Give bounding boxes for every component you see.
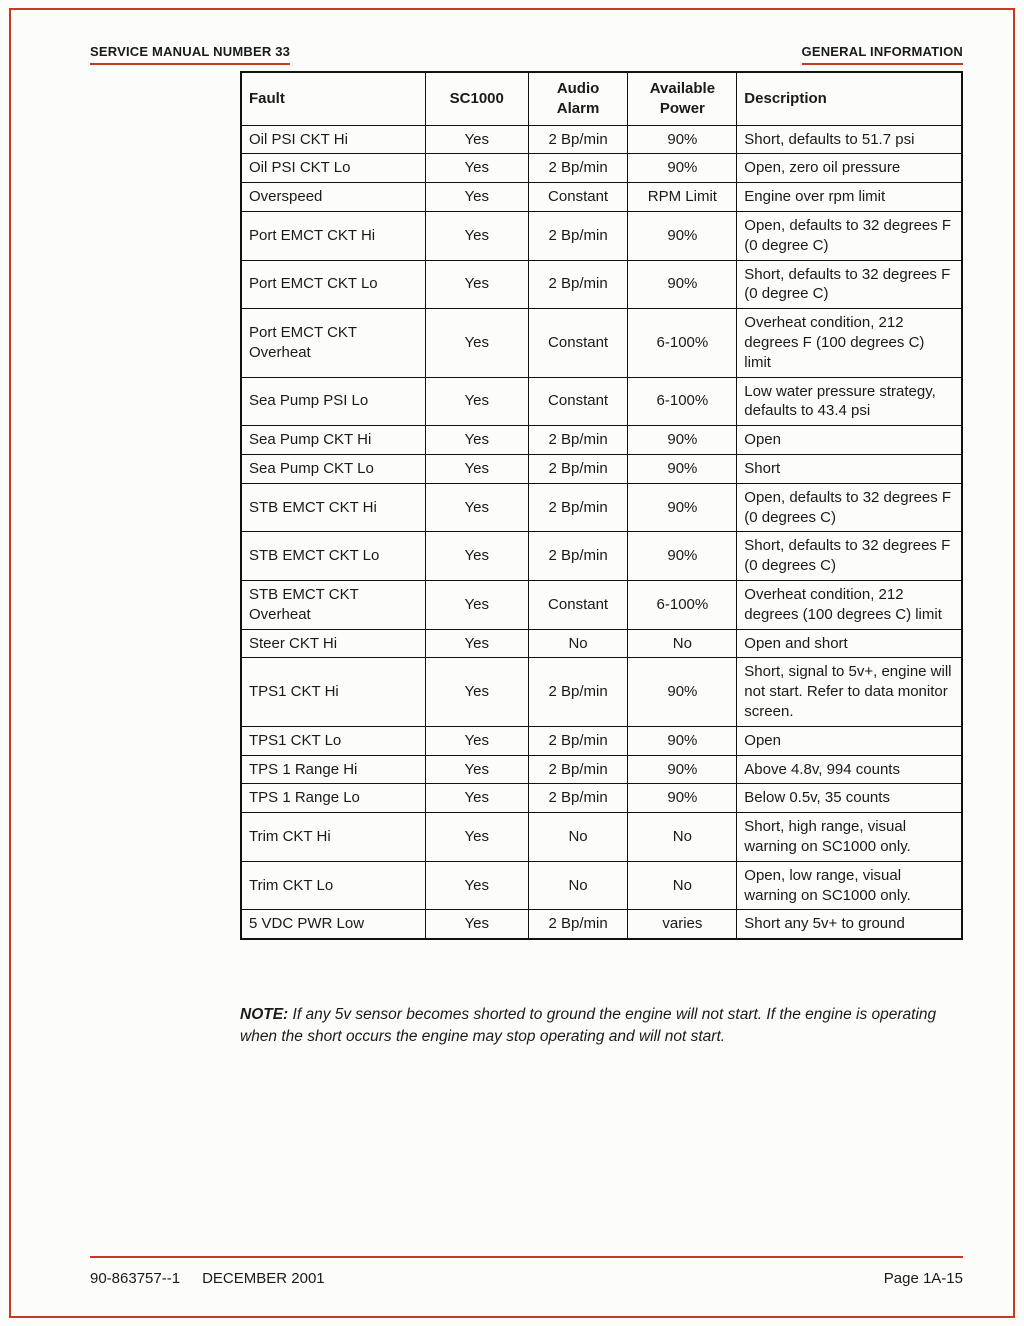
footer-left (90, 1270, 325, 1287)
fault-cell: Port EMCT CKT Hi (241, 211, 425, 260)
fault-cell: Trim CKT Lo (241, 861, 425, 910)
available-power-cell: 6-100% (628, 580, 737, 629)
available-power-cell: varies (628, 910, 737, 939)
audio-alarm-cell: Constant (528, 377, 628, 426)
audio-alarm-cell: Constant (528, 309, 628, 377)
description-cell: Short, defaults to 32 degrees F (0 degrees C) (737, 532, 962, 581)
column-header-fault: Fault (241, 72, 425, 125)
audio-alarm-cell: 2 Bp/min (528, 125, 628, 154)
description-cell: Below 0.5v, 35 counts (737, 784, 962, 813)
audio-alarm-cell: 2 Bp/min (528, 211, 628, 260)
sc1000-cell: Yes (425, 211, 528, 260)
sc1000-cell: Yes (425, 755, 528, 784)
sc1000-cell: Yes (425, 483, 528, 532)
table-row (241, 426, 962, 455)
document-number: 90-863757--1 (90, 1270, 181, 1287)
available-power-cell: 6-100% (628, 309, 737, 377)
audio-alarm-cell: No (528, 813, 628, 862)
available-power-cell: RPM Limit (628, 183, 737, 212)
note-label: NOTE: (240, 1005, 289, 1023)
table-row (241, 910, 962, 939)
audio-alarm-cell: 2 Bp/min (528, 658, 628, 726)
description-cell: Above 4.8v, 994 counts (737, 755, 962, 784)
available-power-cell: No (628, 813, 737, 862)
available-power-cell: 90% (628, 784, 737, 813)
description-cell: Open (737, 426, 962, 455)
available-power-cell: 90% (628, 454, 737, 483)
fault-cell: 5 VDC PWR Low (241, 910, 425, 939)
audio-alarm-cell: 2 Bp/min (528, 726, 628, 755)
fault-cell: Port EMCT CKT Lo (241, 260, 425, 309)
table-row (241, 580, 962, 629)
sc1000-cell: Yes (425, 154, 528, 183)
document-date: DECEMBER 2001 (202, 1270, 325, 1287)
audio-alarm-cell: 2 Bp/min (528, 454, 628, 483)
fault-cell: STB EMCT CKT Overheat (241, 580, 425, 629)
sc1000-cell: Yes (425, 426, 528, 455)
sc1000-cell: Yes (425, 726, 528, 755)
available-power-cell: 90% (628, 125, 737, 154)
fault-cell: Port EMCT CKT Overheat (241, 309, 425, 377)
fault-cell: Oil PSI CKT Lo (241, 154, 425, 183)
fault-cell: TPS1 CKT Lo (241, 726, 425, 755)
sc1000-cell: Yes (425, 629, 528, 658)
table-row (241, 726, 962, 755)
table-row (241, 309, 962, 377)
sc1000-cell: Yes (425, 910, 528, 939)
available-power-cell: 6-100% (628, 377, 737, 426)
note-paragraph (240, 1004, 965, 1049)
audio-alarm-cell: No (528, 861, 628, 910)
audio-alarm-cell: 2 Bp/min (528, 260, 628, 309)
column-header-description: Description (737, 72, 962, 125)
audio-alarm-cell: Constant (528, 580, 628, 629)
description-cell: Open, zero oil pressure (737, 154, 962, 183)
description-cell: Short, high range, visual warning on SC1000 only. (737, 813, 962, 862)
fault-cell: Sea Pump PSI Lo (241, 377, 425, 426)
description-cell: Low water pressure strategy, defaults to 43.4 psi (737, 377, 962, 426)
column-header-audio-alarm: Audio Alarm (528, 72, 628, 125)
available-power-cell: 90% (628, 211, 737, 260)
table-row (241, 861, 962, 910)
description-cell: Open (737, 726, 962, 755)
sc1000-cell: Yes (425, 532, 528, 581)
audio-alarm-cell: No (528, 629, 628, 658)
description-cell: Open, defaults to 32 degrees F (0 degree C) (737, 211, 962, 260)
sc1000-cell: Yes (425, 658, 528, 726)
audio-alarm-cell: 2 Bp/min (528, 483, 628, 532)
available-power-cell: 90% (628, 426, 737, 455)
audio-alarm-cell: 2 Bp/min (528, 154, 628, 183)
fault-cell: Oil PSI CKT Hi (241, 125, 425, 154)
table-row (241, 377, 962, 426)
available-power-cell: 90% (628, 755, 737, 784)
available-power-cell: 90% (628, 726, 737, 755)
column-header-available-power: Available Power (628, 72, 737, 125)
fault-cell: TPS1 CKT Hi (241, 658, 425, 726)
table-row (241, 454, 962, 483)
fault-cell: STB EMCT CKT Hi (241, 483, 425, 532)
table-row (241, 211, 962, 260)
sc1000-cell: Yes (425, 260, 528, 309)
table-row (241, 658, 962, 726)
description-cell: Short, defaults to 51.7 psi (737, 125, 962, 154)
available-power-cell: 90% (628, 483, 737, 532)
audio-alarm-cell: 2 Bp/min (528, 784, 628, 813)
note-text: If any 5v sensor becomes shorted to ground the engine will not start. If the engine is operating when the short occurs the engine may stop operating and will not start. (240, 1005, 937, 1045)
audio-alarm-cell: 2 Bp/min (528, 910, 628, 939)
description-cell: Overheat condition, 212 degrees F (100 degrees C) limit (737, 309, 962, 377)
header-left-title: SERVICE MANUAL NUMBER 33 (90, 44, 290, 65)
sc1000-cell: Yes (425, 125, 528, 154)
description-cell: Short (737, 454, 962, 483)
fault-cell: Overspeed (241, 183, 425, 212)
fault-cell: Steer CKT Hi (241, 629, 425, 658)
description-cell: Short any 5v+ to ground (737, 910, 962, 939)
fault-cell: Trim CKT Hi (241, 813, 425, 862)
description-cell: Short, signal to 5v+, engine will not start. Refer to data monitor screen. (737, 658, 962, 726)
sc1000-cell: Yes (425, 580, 528, 629)
table-row (241, 784, 962, 813)
table-row (241, 260, 962, 309)
footer-divider (90, 1256, 963, 1258)
fault-cell: Sea Pump CKT Lo (241, 454, 425, 483)
sc1000-cell: Yes (425, 183, 528, 212)
table-row (241, 629, 962, 658)
description-cell: Open, low range, visual warning on SC1000 only. (737, 861, 962, 910)
description-cell: Open and short (737, 629, 962, 658)
available-power-cell: 90% (628, 154, 737, 183)
table-row (241, 532, 962, 581)
audio-alarm-cell: Constant (528, 183, 628, 212)
available-power-cell: 90% (628, 260, 737, 309)
audio-alarm-cell: 2 Bp/min (528, 755, 628, 784)
table-row (241, 125, 962, 154)
description-cell: Short, defaults to 32 degrees F (0 degree C) (737, 260, 962, 309)
fault-table (240, 71, 963, 940)
table-row (241, 154, 962, 183)
footer-page-number: Page 1A-15 (883, 1270, 963, 1287)
fault-cell: Sea Pump CKT Hi (241, 426, 425, 455)
sc1000-cell: Yes (425, 309, 528, 377)
column-header-sc1000: SC1000 (425, 72, 528, 125)
description-cell: Open, defaults to 32 degrees F (0 degrees C) (737, 483, 962, 532)
description-cell: Engine over rpm limit (737, 183, 962, 212)
table-row (241, 755, 962, 784)
description-cell: Overheat condition, 212 degrees (100 degrees C) limit (737, 580, 962, 629)
sc1000-cell: Yes (425, 377, 528, 426)
sc1000-cell: Yes (425, 454, 528, 483)
fault-cell: STB EMCT CKT Lo (241, 532, 425, 581)
table-row (241, 813, 962, 862)
audio-alarm-cell: 2 Bp/min (528, 426, 628, 455)
sc1000-cell: Yes (425, 861, 528, 910)
available-power-cell: 90% (628, 658, 737, 726)
sc1000-cell: Yes (425, 813, 528, 862)
table-row (241, 483, 962, 532)
table-header-row (241, 72, 962, 125)
fault-cell: TPS 1 Range Lo (241, 784, 425, 813)
table-row (241, 183, 962, 212)
audio-alarm-cell: 2 Bp/min (528, 532, 628, 581)
header-right-title: GENERAL INFORMATION (802, 44, 963, 65)
sc1000-cell: Yes (425, 784, 528, 813)
available-power-cell: 90% (628, 532, 737, 581)
fault-cell: TPS 1 Range Hi (241, 755, 425, 784)
available-power-cell: No (628, 629, 737, 658)
available-power-cell: No (628, 861, 737, 910)
